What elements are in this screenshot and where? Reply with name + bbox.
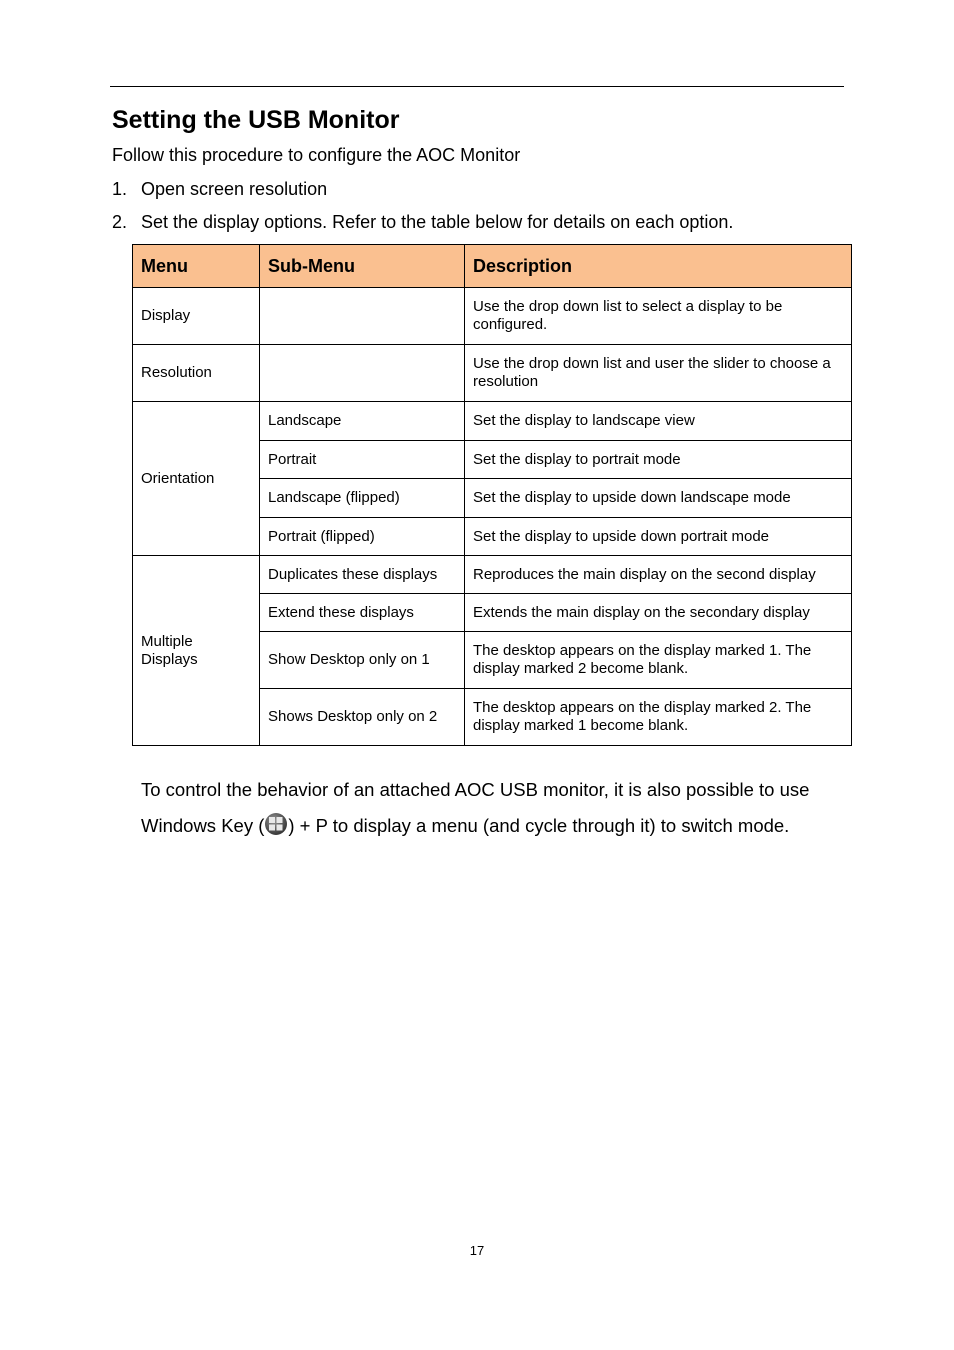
submenu-cell: [260, 288, 465, 345]
note-text-end: ) + P to display a menu (and cycle through it) to switch mode.: [288, 815, 790, 836]
menu-cell: Display: [133, 288, 260, 345]
description-cell: The desktop appears on the display marked 1. The display marked 2 become blank.: [465, 632, 852, 689]
table-row: [133, 345, 852, 402]
table-row: [133, 288, 852, 345]
submenu-cell: Duplicates these displays: [260, 556, 465, 594]
submenu-cell: Show Desktop only on 1: [260, 632, 465, 689]
intro-text: Follow this procedure to configure the AOC Monitor: [112, 145, 521, 165]
step-1: [112, 178, 327, 200]
display-options-table: [132, 244, 852, 746]
menu-cell: Resolution: [133, 345, 260, 402]
submenu-cell: Landscape: [260, 402, 465, 441]
step-2: [112, 211, 733, 233]
description-cell: Set the display to portrait mode: [465, 441, 852, 479]
menu-cell: Multiple Displays: [133, 556, 260, 746]
top-rule: [110, 86, 844, 87]
header-description: Description: [465, 245, 852, 288]
submenu-cell: [260, 345, 465, 402]
description-cell: Extends the main display on the secondary display: [465, 594, 852, 632]
description-cell: Use the drop down list to select a display to be configured.: [465, 288, 852, 345]
step-number: 1.: [112, 179, 128, 199]
table-row: [133, 556, 852, 594]
table-row: [133, 402, 852, 441]
submenu-cell: Landscape (flipped): [260, 479, 465, 518]
header-submenu: Sub-Menu: [260, 245, 465, 288]
windows-logo-icon: [265, 813, 287, 835]
description-cell: Set the display to upside down landscape mode: [465, 479, 852, 518]
description-cell: Reproduces the main display on the second display: [465, 556, 852, 594]
step-number: 2.: [112, 212, 128, 232]
description-cell: Set the display to upside down portrait mode: [465, 518, 852, 556]
page-number: 17: [469, 1243, 485, 1258]
submenu-cell: Extend these displays: [260, 594, 465, 632]
header-menu: Menu: [133, 245, 260, 288]
submenu-cell: Portrait (flipped): [260, 518, 465, 556]
usage-note: [141, 772, 861, 844]
menu-cell: Orientation: [133, 402, 260, 556]
step-text: Set the display options. Refer to the table below for details on each option.: [141, 212, 734, 232]
table-header-row: [133, 245, 852, 288]
description-cell: The desktop appears on the display marked 2. The display marked 1 become blank.: [465, 689, 852, 746]
note-text-start: To control the behavior of an attached AOC USB monitor, it is also possible to use Windows Key (: [141, 779, 810, 836]
submenu-cell: Shows Desktop only on 2: [260, 689, 465, 746]
submenu-cell: Portrait: [260, 441, 465, 479]
description-cell: Use the drop down list and user the slider to choose a resolution: [465, 345, 852, 402]
step-text: Open screen resolution: [141, 179, 328, 199]
description-cell: Set the display to landscape view: [465, 402, 852, 441]
page-title: Setting the USB Monitor: [112, 106, 400, 134]
